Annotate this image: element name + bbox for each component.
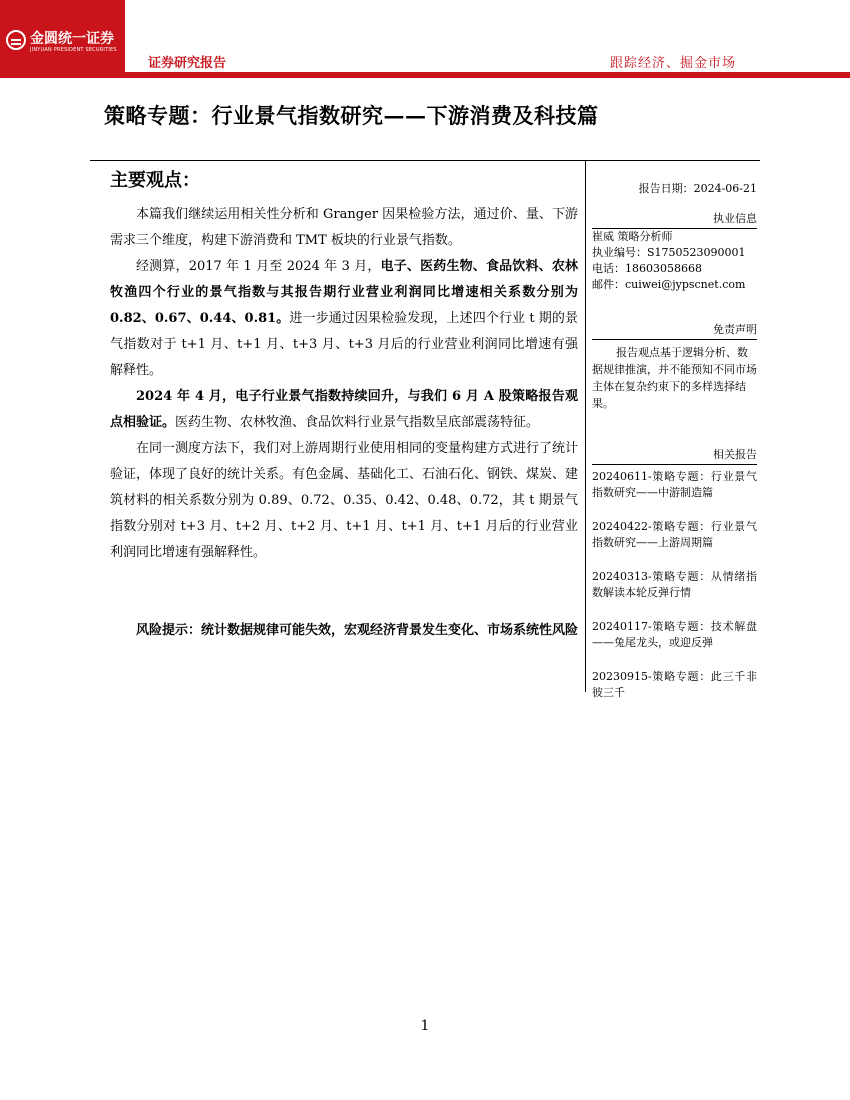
paragraph-april <box>110 384 578 436</box>
analyst-name: 崔威 策略分析师 <box>592 230 673 243</box>
paragraph-emphasis: 2024 年 4 月，电子行业景气指数持续回升，与我们 6 月 A 股策略报告观点相验证。 <box>110 389 578 430</box>
logo-chinese-name: 金圆统一证券 <box>30 31 114 47</box>
logo-emblem-icon <box>6 30 26 50</box>
sidebar-divider <box>585 160 586 692</box>
header-slogan: 跟踪经济、掘金市场 <box>610 56 737 71</box>
disclaimer-text: 报告观点基于逻辑分析、数据规律推演，并不能预知不同市场主体在复杂约束下的多样选择结果。 <box>592 346 757 410</box>
paragraph-text: 经测算，2017 年 1 月至 2024 年 3 月， <box>136 259 381 274</box>
header-divider <box>125 72 850 78</box>
title-divider <box>90 160 760 161</box>
report-type-label: 证券研究报告 <box>148 56 227 71</box>
phone-number: 电话：18603058668 <box>592 262 702 275</box>
related-reports-heading: 相关报告 <box>592 446 757 465</box>
page-number: 1 <box>420 1018 430 1034</box>
related-report-link[interactable]: 20240611-策略专题：行业景气指数研究——中游制造篇 <box>592 470 757 499</box>
section-heading: 主要观点： <box>110 170 200 191</box>
document-title: 策略专题：行业景气指数研究——下游消费及科技篇 <box>104 103 599 128</box>
license-number: 执业编号：S1750523090001 <box>592 246 746 259</box>
paragraph-correlation <box>110 254 578 384</box>
paragraph-text: 进一步通过因果检验发现，上述四个行业 t 期的景气指数对于 t+1 月、t+1 月、t+3 月、t+3 月后的行业营业利润同比增速有强解释性。 <box>110 311 578 378</box>
paragraph-upstream: 在同一测度方法下，我们对上游周期行业使用相同的变量构建方式进行了统计验证，体现了良好的统计关系。有色金属、基础化工、石油石化、钢铁、煤炭、建筑材料的相关系数分别为 0.89、0.72、0.35、0.42、0.48、0.72，其 t 期景气指数分别对 t+3 月、t+2 月、t+2 月、t+1 月、t+1 月、t+1 月后的行业营业利润同比增速有强解释性。 <box>110 441 579 560</box>
related-report-link[interactable]: 20230915-策略专题：此三千非彼三千 <box>592 670 757 699</box>
related-report-link[interactable]: 20240117-策略专题：技术解盘——兔尾龙头，或迎反弹 <box>592 620 757 649</box>
main-content <box>110 164 578 644</box>
license-section-heading: 执业信息 <box>592 210 757 229</box>
logo-english-name: JINYUAN PRESIDENT SECURITIES <box>30 47 117 53</box>
related-report-link[interactable]: 20240313-策略专题：从情绪指数解读本轮反弹行情 <box>592 570 757 599</box>
paragraph-emphasis: 电子、医药生物、食品饮料、农林牧渔四个行业的景气指数与其报告期行业营业利润同比增速相关系数分别为 0.82、0.67、0.44、0.81。 <box>110 259 578 326</box>
risk-text: 风险提示：统计数据规律可能失效，宏观经济背景发生变化、市场系统性风险 <box>136 623 579 638</box>
report-date: 报告日期：2024-06-21 <box>638 182 757 195</box>
brand-logo <box>0 0 125 78</box>
sidebar <box>592 178 757 719</box>
related-report-link[interactable]: 20240422-策略专题：行业景气指数研究——上游周期篇 <box>592 520 757 549</box>
email-address[interactable]: 邮件：cuiwei@jypscnet.com <box>592 278 746 291</box>
risk-warning <box>110 618 578 644</box>
paragraph-intro: 本篇我们继续运用相关性分析和 Granger 因果检验方法，通过价、量、下游需求三个维度，构建下游消费和 TMT 板块的行业景气指数。 <box>110 207 578 248</box>
disclaimer-heading: 免责声明 <box>592 321 757 340</box>
paragraph-text: 医药生物、农林牧渔、食品饮料行业景气指数呈底部震荡特征。 <box>175 415 540 430</box>
